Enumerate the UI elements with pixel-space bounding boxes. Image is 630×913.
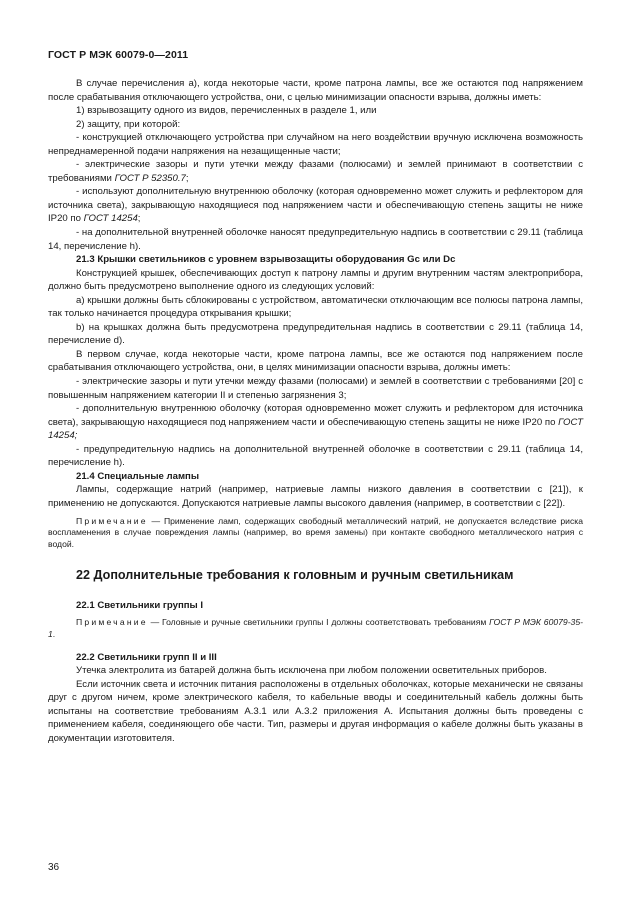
list-item: - конструкцией отключающего устройства при случайном на него воздействии вручную исключена возможность непреднамеренной подачи напряжения на незащищенные части;: [48, 132, 583, 157]
list-item: 1) взрывозащиту одного из видов, перечисленных в разделе 1, или: [76, 105, 377, 117]
list-item: b) на крышках должна быть предусмотрена предупредительная надпись в соответствии с 29.11 (таблица 14, перечисление d).: [48, 321, 583, 347]
section-heading-21-3: 21.3 Крышки светильников с уровнем взрывозащиты оборудования Gc или Dc: [76, 254, 456, 266]
note-label: Примечание: [76, 515, 148, 526]
note: [48, 617, 583, 640]
note-block: [48, 516, 583, 551]
note-label: Примечание: [76, 617, 148, 628]
paragraph: В первом случае, когда некоторые части, кроме патрона лампы, все же остаются под напряжением после срабатывания отключающего устройства, они, в целях минимизации опасности взрыва, должны иметь:: [48, 348, 583, 374]
text: ;: [185, 172, 189, 184]
standard-reference: ГОСТ Р МЭК 60079-35-1: [48, 617, 583, 639]
standard-reference: ГОСТ 14254;: [48, 416, 583, 442]
page-number: 36: [48, 862, 60, 873]
list-item: - электрические зазоры и пути утечки между фазами (полюсами) и землей в соответствии с требованиями [20] с повышенным напряжением категории II и степенью загрязнения 3;: [48, 376, 583, 401]
section-heading-22-2: 22.2 Светильники групп II и III: [76, 651, 217, 663]
note: [48, 516, 583, 551]
list-item: [48, 158, 583, 185]
paragraph: Если источник света и источник питания расположены в отдельных оболочках, которые механически не связаны друг с другом ничем, кроме электрического кабеля, то кабельные вводы и соединительный кабель должны быть испытаны на соответствие требованиям А.3.1 или А.3.2 приложения А. Испытания должны быть проведены с применением кабеля, соединяющего обе части. Тип, размеры и другая информация о кабеле должны быть указаны в документации изготовителя.: [48, 678, 583, 744]
paragraph: В случае перечисления а), когда некоторые части, кроме патрона лампы, все же остаются под напряжением после срабатывания отключающего устройства, они, с целью минимизации опасности взрыва, должны иметь:: [48, 78, 583, 103]
list-item: - на дополнительной внутренней оболочке наносят предупредительную надпись в соответствии с 29.11 (таблица 14, перечисление h).: [48, 227, 583, 252]
text: .: [52, 628, 56, 639]
list-item: [48, 185, 583, 226]
standard-reference: ГОСТ 14254: [83, 213, 138, 225]
paragraph: Лампы, содержащие натрий (например, натриевые лампы низкого давления в соответствии с [21]), к применению не допускаются. Допускаются натриевые лампы высокого давления (например, в соответствии с [22]).: [48, 484, 583, 509]
list-item: 2) защиту, при которой:: [76, 118, 181, 130]
note-text: — Применение ламп, содержащих свободный металлический натрий, не допускается вследствие риска воспламенения в случае повреждения лампы (например, во время замены) при контакте свободного металлического натрия с водой.: [48, 515, 583, 549]
section-heading-21-4: 21.4 Специальные лампы: [76, 470, 200, 482]
note-block: [48, 617, 583, 640]
section-heading-22-1: 22.1 Светильники группы I: [76, 599, 204, 611]
document-header: ГОСТ Р МЭК 60079-0—2011: [48, 49, 189, 61]
section-heading-22: 22 Дополнительные требования к головным и ручным светильникам: [76, 568, 514, 583]
standard-reference: ГОСТ Р 52350.7: [114, 172, 186, 184]
paragraph: Утечка электролита из батарей должна быть исключена при любом положении осветительных приборов.: [76, 665, 547, 677]
text: ;: [137, 213, 141, 225]
list-item: а) крышки должны быть сблокированы с устройством, автоматически отключающим все полюсы патрона лампы, так только начинается процедура открывания крышки;: [48, 294, 583, 320]
paragraph: Конструкцией крышек, обеспечивающих доступ к патрону лампы и другим внутренним частям электроприбора, должно быть предусмотрено выполнение одного из следующих условий:: [48, 267, 583, 293]
text: - дополнительную внутреннюю оболочку (которая одновременно может служить и рефлектором для источника света), закрывающую находящиеся под напряжением части и обеспечивающую степень защиты не ниже IP20 по: [48, 403, 583, 428]
note-text: — Головные и ручные светильники группы I должны соответствовать требованиям: [147, 617, 490, 628]
main-text: [48, 77, 583, 745]
list-item: [48, 402, 583, 443]
list-item: - предупредительную надпись на дополнительной внутренней оболочке в соответствии с 29.11 (таблица 14, перечисление h).: [48, 443, 583, 469]
text: - используют дополнительную внутреннюю оболочку (которая одновременно может служить и рефлектором для источника света), закрывающую находящиеся под напряжением части и обеспечивающую степень защиты не ниже IP20 по: [48, 186, 583, 225]
text: - электрические зазоры и пути утечки между фазами (полюсами) и землей принимают в соответствии с требованиями: [48, 159, 583, 184]
